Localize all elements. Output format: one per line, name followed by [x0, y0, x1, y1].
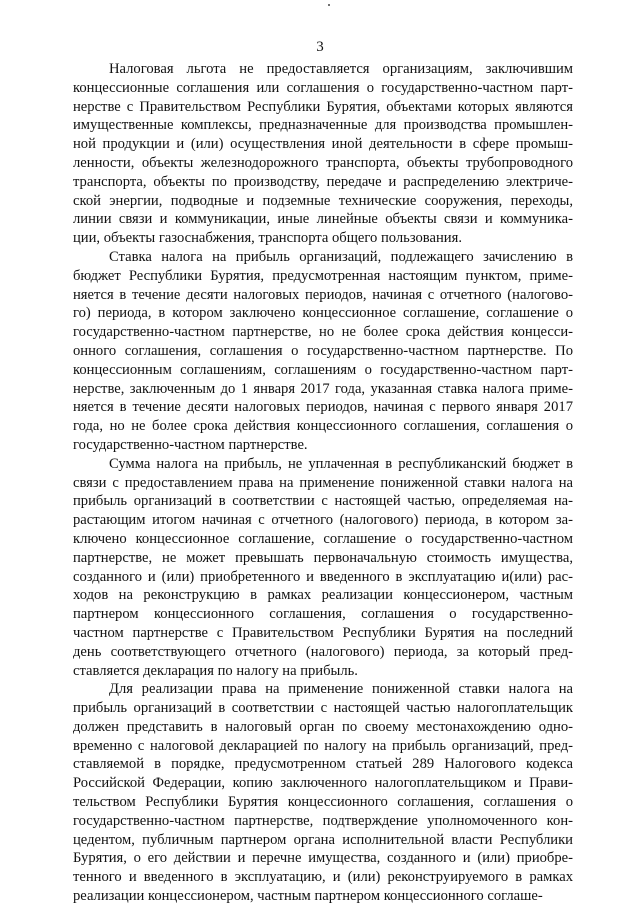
text-line: ставляется декларация по налогу на прибыль.	[73, 662, 358, 679]
text-line: государственно-частном партнерстве, подтверждение уполномоченного кон-	[73, 812, 573, 829]
text-line: ставляемой в порядке, предусмотренном статьей 289 Налогового кодекса	[73, 756, 573, 773]
text-line: ской энергии, подводные и подземные технические сооружения, переходы,	[73, 192, 573, 209]
text-line: концессионные соглашения или соглашения о государственно-частном парт-	[73, 79, 573, 96]
text-line: Сумма налога на прибыль, не уплаченная в республиканский бюджет в	[109, 455, 573, 472]
text-line: го) периода, в котором заключено концессионное соглашение, соглашение о	[73, 305, 573, 322]
text-line: реализации концессионером, частным партнером концессионного соглаше-	[73, 888, 543, 905]
text-line: растающим итогом начиная с отчетного (налогового) периода, в котором за-	[73, 512, 573, 529]
text-line: ной продукции и (или) осуществления иной деятельности в сфере промыш-	[73, 136, 573, 153]
text-line: ции, объекты газоснабжения, транспорта общего пользования.	[73, 230, 462, 247]
text-line: партнером концессионного соглашения, соглашения о государственно-	[73, 606, 573, 623]
document-body	[73, 60, 573, 906]
text-line: ходов на реконструкцию в рамках реализации концессионером, частным	[73, 587, 573, 604]
text-line: ленности, объекты железнодорожного транспорта, объекты трубопроводного	[73, 154, 573, 171]
text-line: Для реализации права на применение пониженной ставки налога на	[109, 681, 573, 698]
text-line: тенного и введенного в эксплуатацию, и (или) реконструируемого в рамках	[73, 869, 573, 886]
text-line: государственно-частном партнерстве, но не более срока действия концесси-	[73, 324, 573, 341]
text-line: временно с налоговой декларацией по налогу на прибыль организаций, пред-	[73, 737, 573, 754]
paragraph	[73, 60, 573, 248]
text-line: Ставка налога на прибыль организаций, подлежащего зачислению в	[109, 248, 573, 265]
paragraph	[73, 248, 573, 455]
text-line: нерстве, заключенным до 1 января 2017 года, указанная ставка налога приме-	[73, 380, 573, 397]
text-line: ключено концессионное соглашение, соглашение о государственно-частном	[73, 530, 573, 547]
text-line: тельством Республики Бурятия концессионного соглашения, соглашения о	[73, 794, 573, 811]
text-line: прибыль организаций в соответствии с настоящей частью, определяемая на-	[73, 493, 573, 510]
paragraph	[73, 680, 573, 906]
text-line: прибыль организаций в соответствии с настоящей частью налогоплательщик	[73, 700, 573, 717]
text-line: должен представить в налоговый орган по своему местонахождению одно-	[73, 718, 573, 735]
text-line: государственно-частном партнерстве.	[73, 436, 308, 453]
text-line: концессионным соглашениям, соглашениям о государственно-частном парт-	[73, 361, 573, 378]
text-line: бюджет Республики Бурятия, предусмотренная настоящим пунктом, приме-	[73, 267, 573, 284]
text-line: цедентом, публичным партнером органа исполнительной власти Республики	[73, 831, 573, 848]
text-line: нерстве с Правительством Республики Бурятия, объектами которых являются	[73, 98, 573, 115]
text-line: партнерстве, не может превышать первоначальную стоимость имущества,	[73, 549, 573, 566]
text-line: няется в течение десяти налоговых периодов, начиная с первого января 2017	[73, 399, 573, 416]
paragraph	[73, 455, 573, 681]
page-number: 3	[316, 39, 324, 55]
text-line: года, но не более срока действия концессионного соглашения, соглашения о	[73, 418, 573, 435]
text-line: транспорта, объекты по производству, передаче и распределению электриче-	[73, 173, 573, 190]
text-line: няется в течение десяти налоговых периодов, начиная с отчетного (налогово-	[73, 286, 573, 303]
text-line: линии связи и коммуникации, иные линейные объекты связи и коммуника-	[73, 211, 573, 228]
text-line: созданного и (или) приобретенного и введенного в эксплуатацию и(или) рас-	[73, 568, 573, 585]
text-line: онного соглашения, соглашения о государственно-частном партнерстве. По	[73, 342, 573, 359]
text-line: Российской Федерации, копию заключенного налогоплательщиком и Прави-	[73, 775, 573, 792]
scan-artifact-dot	[328, 4, 330, 6]
text-line: день соответствующего отчетного (налогового) периода, за который пред-	[73, 643, 573, 660]
text-line: связи с предоставлением права на применение пониженной ставки налога на	[73, 474, 573, 491]
text-line: Бурятия, о его действии и перечне имущества, созданного и (или) приобре-	[73, 850, 573, 867]
text-line: Налоговая льгота не предоставляется организациям, заключившим	[109, 61, 573, 77]
text-line: имущественные комплексы, предназначенные для производства промышлен-	[73, 117, 573, 134]
text-line: частном партнерстве с Правительством Республики Бурятия на последний	[73, 624, 573, 641]
